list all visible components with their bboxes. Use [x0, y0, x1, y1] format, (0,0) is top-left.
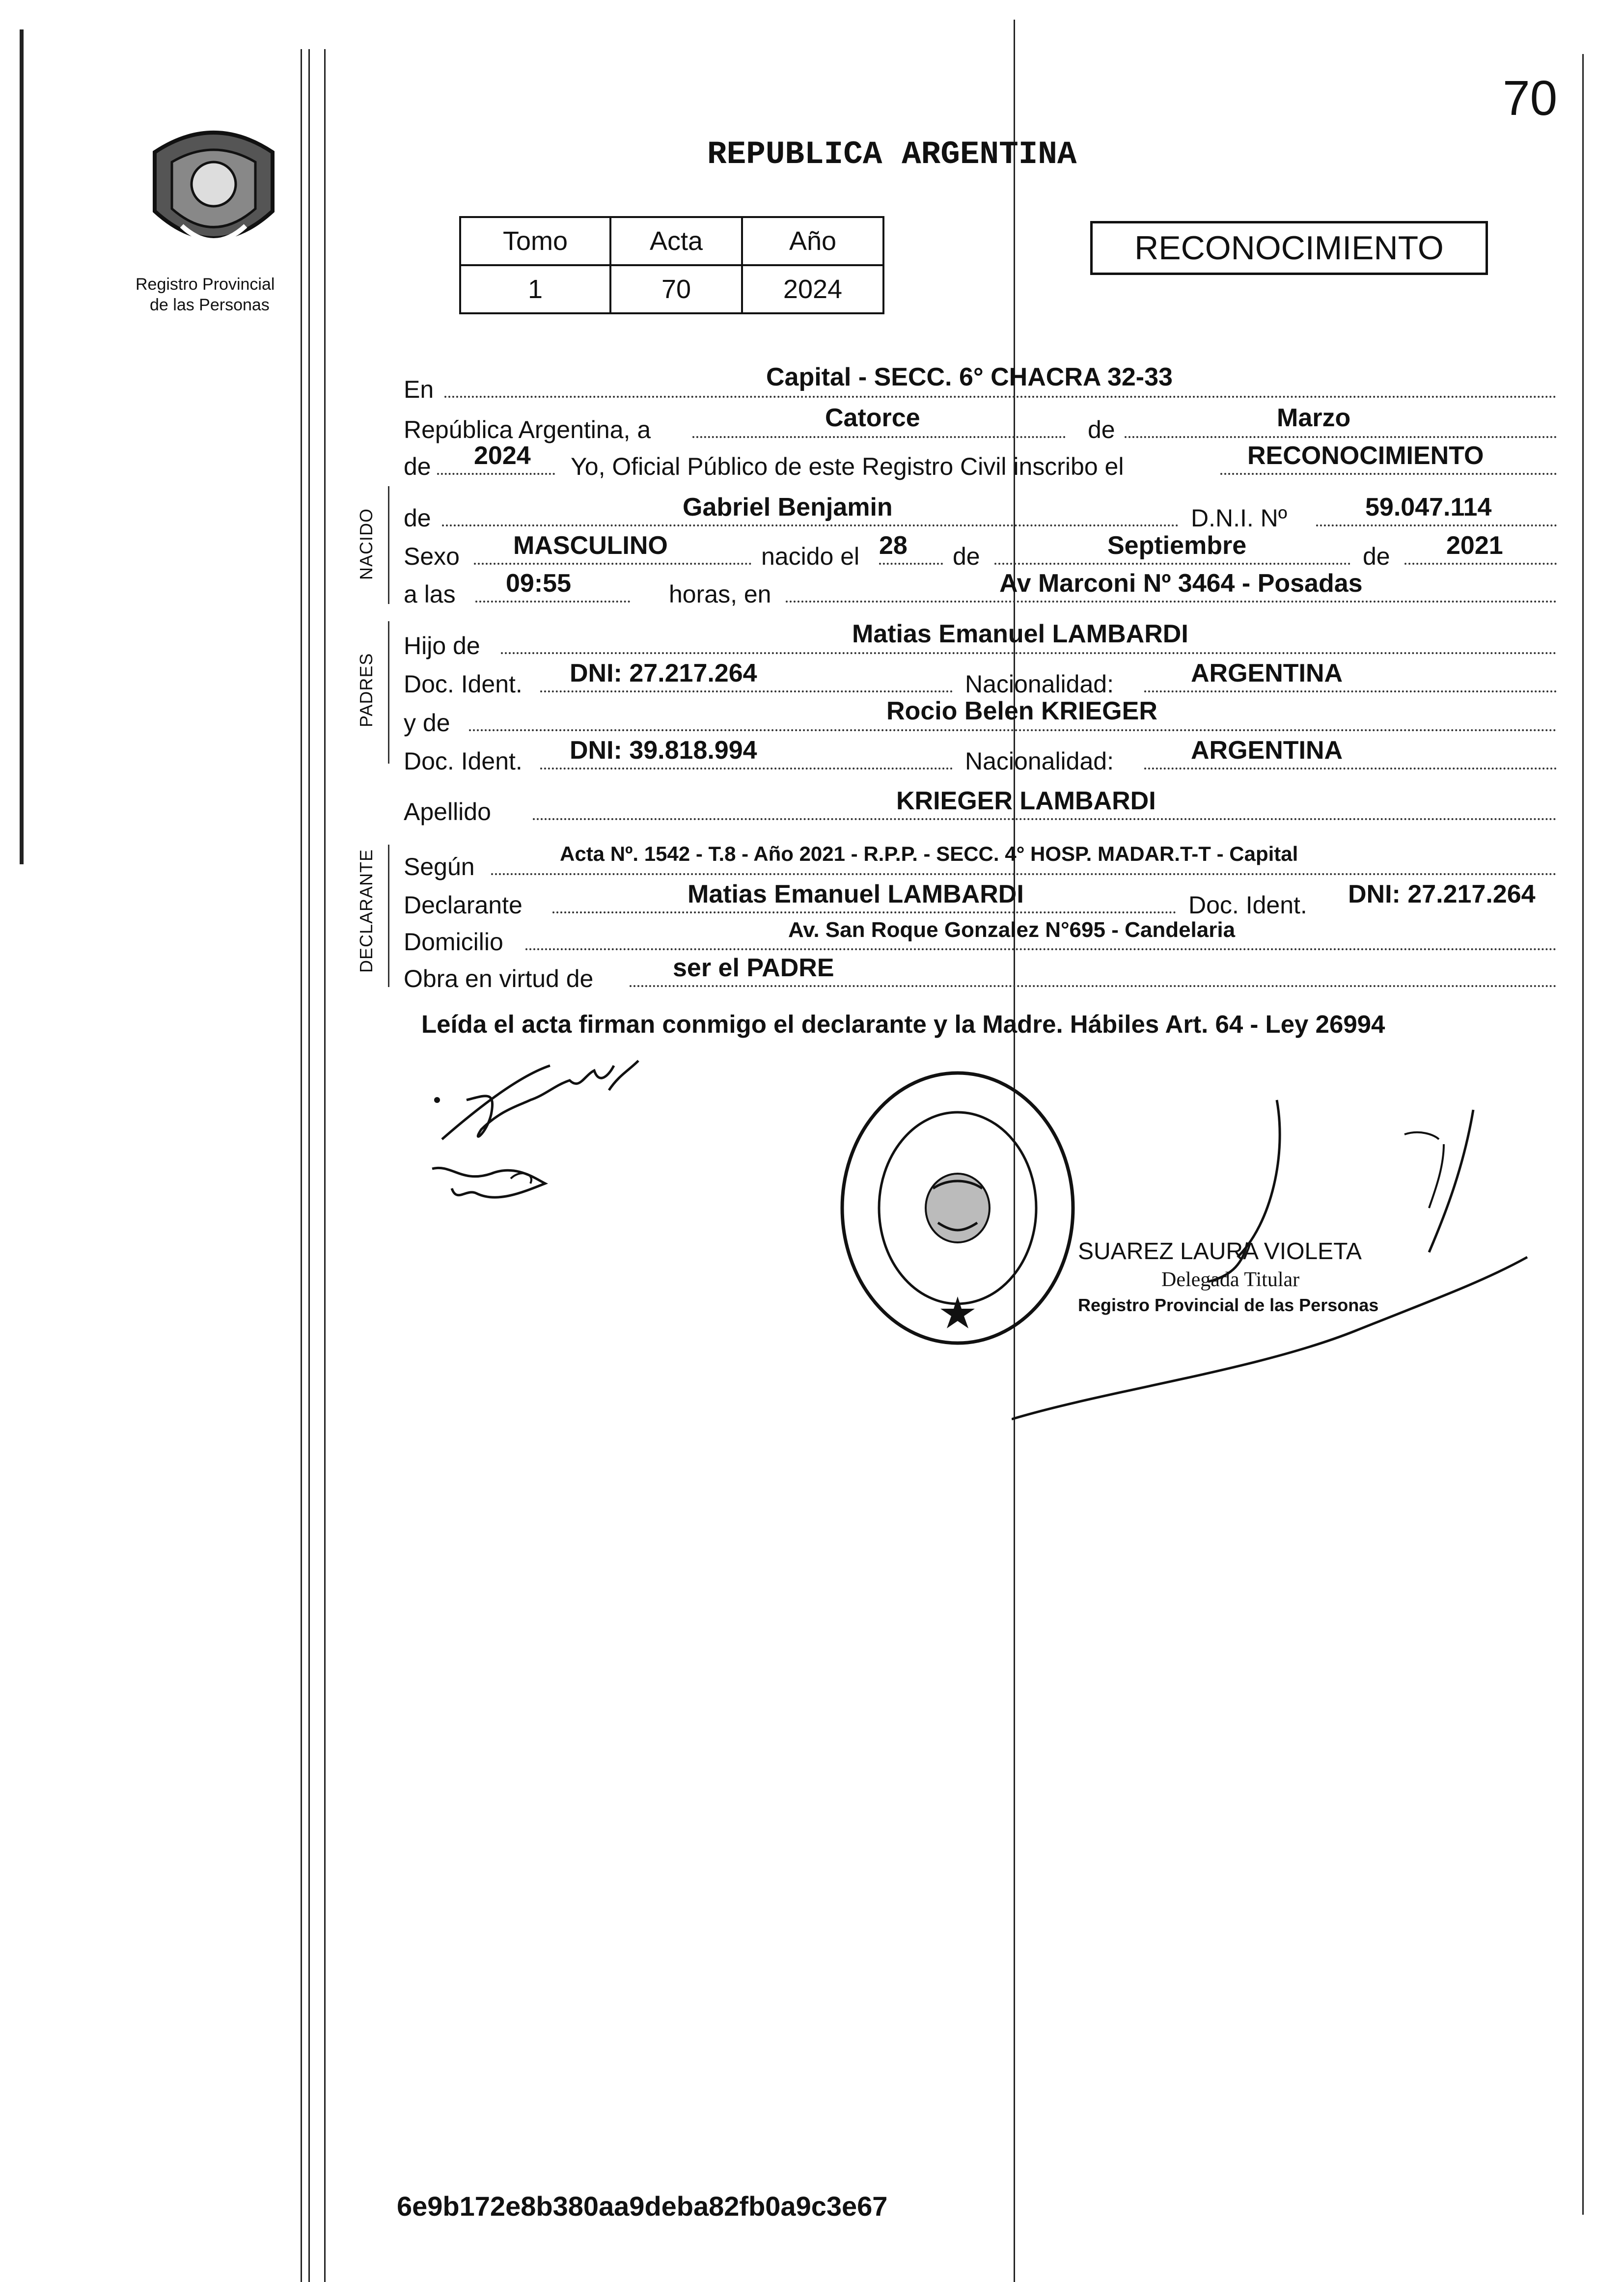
birth-year: 2021: [1446, 531, 1503, 560]
apellido-label: Apellido: [404, 798, 491, 825]
father-nationality-label: Nacionalidad:: [965, 670, 1114, 698]
dotted-line: [1316, 524, 1557, 526]
obra-value: ser el PADRE: [673, 954, 834, 982]
dotted-line: [525, 948, 1557, 950]
segun-value: Acta Nº. 1542 - T.8 - Año 2021 - R.P.P. - SECC. 4° HOSP. MADAR.T-T - Capital: [560, 842, 1298, 865]
obra-label: Obra en virtud de: [404, 965, 594, 992]
republica-label: República Argentina, a: [404, 416, 651, 443]
dotted-line: [437, 473, 555, 475]
section-label-padres: PADRES: [356, 653, 376, 727]
dotted-line: [491, 873, 1557, 875]
dotted-line: [540, 690, 953, 692]
section-label-nacido: NACIDO: [356, 508, 376, 580]
record-type: RECONOCIMIENTO: [1134, 229, 1444, 267]
month-value: Marzo: [1277, 404, 1351, 432]
mother-name: Rocio Belen KRIEGER: [886, 697, 1157, 725]
table-value-tomo: 1: [460, 265, 610, 313]
hijo-de-label: Hijo de: [404, 632, 480, 660]
page-number: 70: [1503, 71, 1558, 126]
dotted-line: [475, 601, 630, 603]
mother-doc: DNI: 39.818.994: [570, 736, 757, 765]
stamp-office: Registro Provincial de las Personas: [1078, 1295, 1379, 1315]
mother-nationality-label: Nacionalidad:: [965, 747, 1114, 775]
dotted-line: [540, 768, 953, 770]
sexo-value: MASCULINO: [513, 531, 668, 560]
closing-statement: Leída el acta firman conmigo el declarante y la Madre. Hábiles Art. 64 - Ley 26994: [421, 1010, 1385, 1038]
domicilio-label: Domicilio: [404, 928, 503, 956]
table-header-tomo: Tomo: [460, 217, 610, 265]
y-de-label: y de: [404, 709, 450, 737]
table-value-ano: 2024: [742, 265, 883, 313]
dotted-line: [1404, 563, 1557, 565]
section-label-declarante: DECLARANTE: [356, 849, 376, 973]
dotted-line: [1220, 473, 1557, 475]
dotted-line: [474, 563, 751, 565]
dotted-line: [879, 563, 943, 565]
dotted-line: [501, 652, 1557, 654]
province-coat-of-arms-icon: [142, 118, 285, 265]
birth-month: Septiembre: [1107, 531, 1247, 560]
registry-line-2: de las Personas: [150, 296, 270, 314]
segun-label: Según: [404, 853, 475, 880]
birth-place: Av Marconi Nº 3464 - Posadas: [999, 569, 1363, 598]
declarante-name: Matias Emanuel LAMBARDI: [688, 880, 1024, 908]
sexo-label: Sexo: [404, 543, 460, 570]
day-value: Catorce: [825, 404, 920, 432]
left-scan-edge: [20, 29, 24, 864]
record-type-box: [1090, 221, 1488, 275]
dotted-line: [442, 524, 1179, 526]
official-text: Yo, Oficial Público de este Registro Civil inscribo el: [571, 453, 1124, 480]
handwritten-signature: [422, 1056, 648, 1223]
stamp-role: Delegada Titular: [1161, 1268, 1300, 1291]
apellido-value: KRIEGER LAMBARDI: [896, 787, 1156, 815]
horas-en-label: horas, en: [669, 580, 771, 608]
left-margin-line-3: [324, 49, 326, 2282]
year-value: 2024: [474, 441, 531, 470]
en-label: En: [404, 376, 434, 403]
mother-nationality: ARGENTINA: [1191, 736, 1343, 765]
dotted-line: [533, 818, 1557, 820]
section-bracket-padres: [388, 621, 389, 764]
dotted-line: [1125, 436, 1557, 438]
de-label-2: de: [953, 543, 980, 570]
dotted-line: [630, 985, 1557, 987]
child-name: Gabriel Benjamin: [683, 493, 893, 522]
dotted-line: [786, 601, 1557, 603]
birth-day: 28: [879, 531, 908, 560]
record-table: [459, 216, 884, 314]
page-title: REPUBLICA ARGENTINA: [707, 136, 1077, 173]
dotted-line: [692, 436, 1066, 438]
declarante-doc-label: Doc. Ident.: [1188, 891, 1307, 919]
place-value: Capital - SECC. 6° CHACRA 32-33: [766, 363, 1173, 391]
birth-time: 09:55: [506, 569, 571, 598]
nacido-el-label: nacido el: [761, 543, 860, 570]
dotted-line: [1144, 690, 1557, 692]
left-margin-line-1: [301, 49, 302, 2282]
dotted-line: [552, 911, 1176, 913]
nacido-de-label: de: [404, 504, 431, 532]
official-signature: [1012, 1095, 1542, 1429]
mother-doc-label: Doc. Ident.: [404, 747, 523, 775]
de-label-3: de: [1363, 543, 1390, 570]
dotted-line: [444, 396, 1557, 398]
dotted-line: [469, 729, 1557, 731]
left-margin-line-2: [308, 49, 310, 2282]
father-nationality: ARGENTINA: [1191, 659, 1343, 687]
document-hash: 6e9b172e8b380aa9deba82fb0a9c3e67: [397, 2191, 888, 2222]
declarante-label: Declarante: [404, 891, 523, 919]
right-margin-line: [1582, 54, 1584, 2215]
father-name: Matias Emanuel LAMBARDI: [852, 620, 1188, 648]
table-header-ano: Año: [742, 217, 883, 265]
dni-label: D.N.I. Nº: [1191, 504, 1288, 532]
declarante-doc: DNI: 27.217.264: [1348, 880, 1536, 908]
child-dni: 59.047.114: [1365, 493, 1492, 522]
registry-line-1: Registro Provincial: [136, 275, 275, 294]
a-las-label: a las: [404, 580, 456, 608]
dotted-line: [994, 563, 1350, 565]
de-label: de: [1088, 416, 1115, 443]
table-header-acta: Acta: [610, 217, 742, 265]
domicilio-value: Av. San Roque Gonzalez N°695 - Candelaria: [788, 918, 1236, 942]
stamp-name: SUAREZ LAURA VIOLETA: [1078, 1238, 1362, 1265]
dotted-line: [1144, 768, 1557, 770]
de2-label: de: [404, 453, 431, 480]
table-value-acta: 70: [610, 265, 742, 313]
father-doc: DNI: 27.217.264: [570, 659, 757, 687]
act-value: RECONOCIMIENTO: [1247, 441, 1484, 470]
section-bracket-nacido: [388, 486, 389, 604]
section-bracket-declarante: [388, 845, 389, 987]
father-doc-label: Doc. Ident.: [404, 670, 523, 698]
province-emblem: [142, 118, 285, 265]
